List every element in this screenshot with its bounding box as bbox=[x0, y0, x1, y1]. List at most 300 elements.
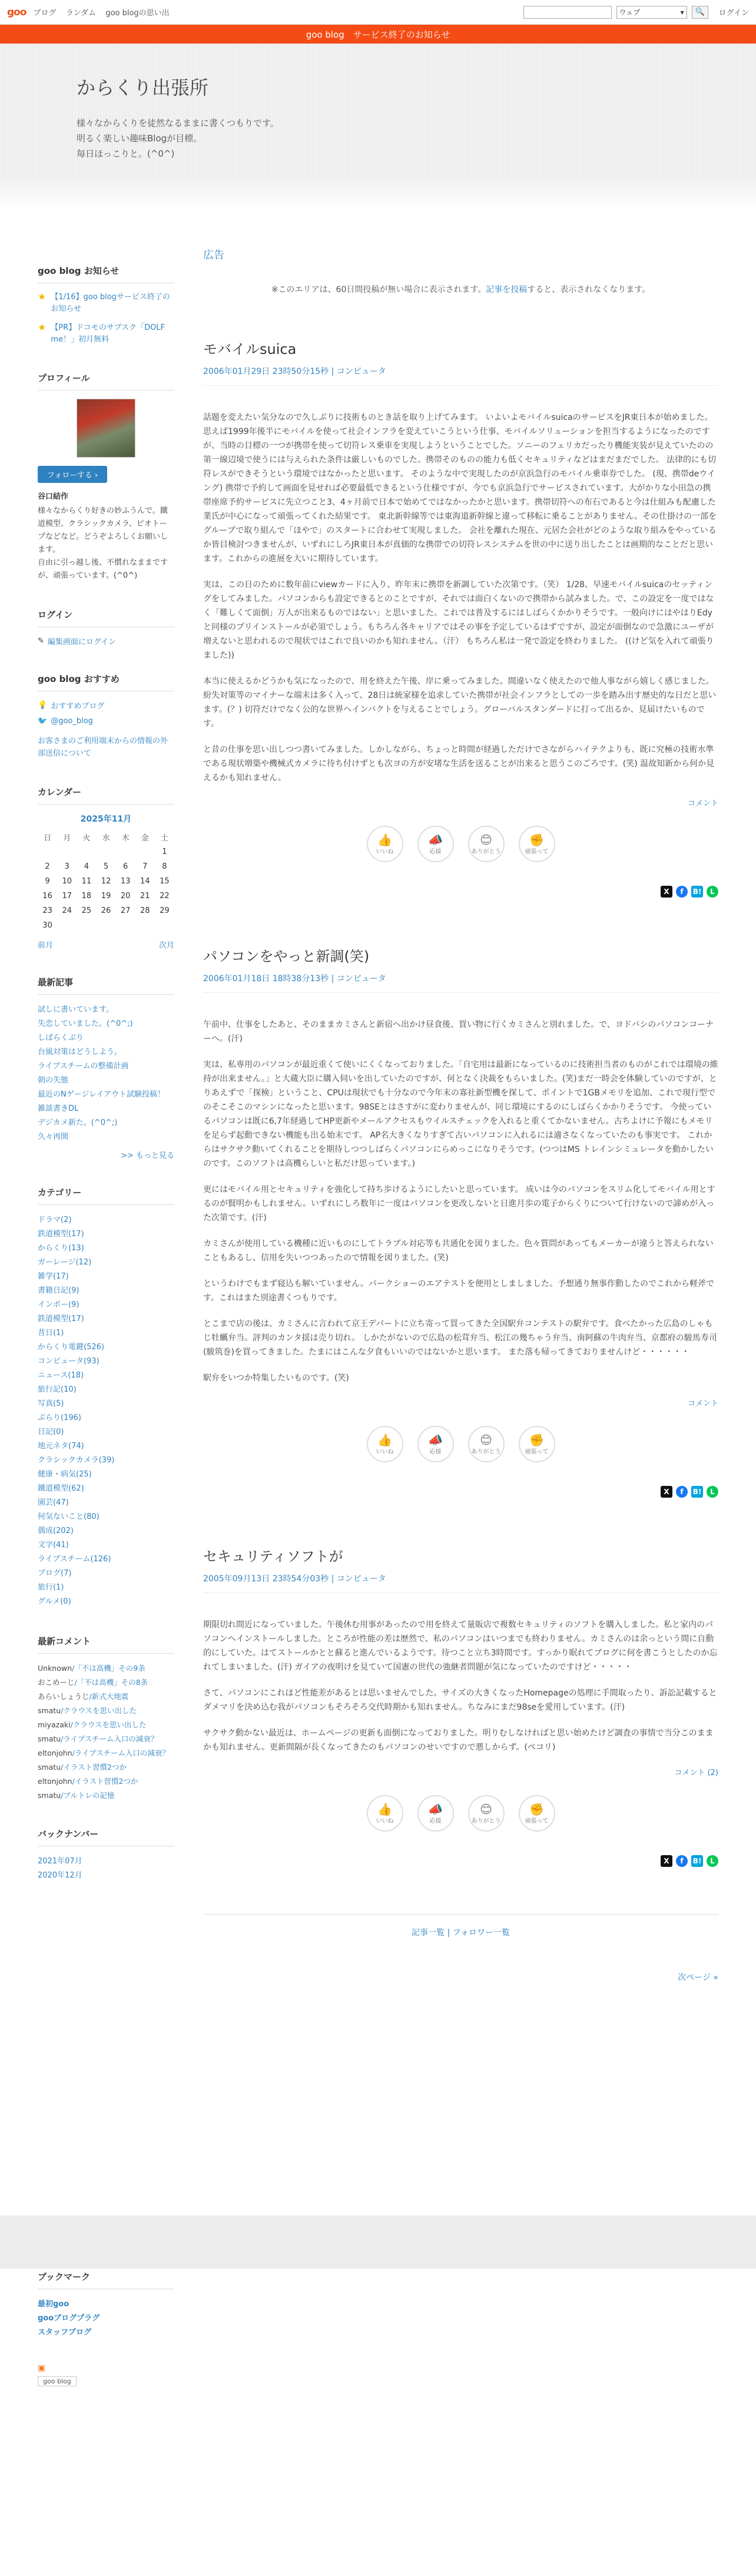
comment-article-link[interactable]: /クラウスを思い出した bbox=[70, 1720, 147, 1729]
reaction-button[interactable] bbox=[519, 1426, 555, 1462]
category-link[interactable]: ドラマ(2) bbox=[38, 1216, 72, 1224]
recent-comment bbox=[38, 1676, 174, 1688]
entry-paragraph: というわけでもまず寝込も解いていません。パークショーのエアテストを便用としましました。予想通り無事作動したのでこれから軽斧です。これはまた別途書くつもりです。 bbox=[203, 1279, 714, 1303]
comment-article-link[interactable]: /新式大地震 bbox=[89, 1692, 129, 1701]
star-icon: ★ bbox=[38, 322, 47, 333]
comment-author: smatu bbox=[38, 1763, 61, 1772]
login-link[interactable]: ログイン bbox=[718, 9, 749, 18]
follow-button[interactable] bbox=[38, 466, 107, 483]
post-article-link[interactable]: 記事を投稿 bbox=[486, 285, 528, 294]
reaction-icon: 😊 bbox=[480, 1432, 492, 1447]
calendar-day: 6 bbox=[122, 862, 128, 871]
x-share-icon[interactable]: X bbox=[661, 1855, 672, 1867]
news-title: goo blog お知らせ bbox=[38, 264, 174, 283]
news-item bbox=[38, 322, 174, 346]
entry-paragraph: 駅弁をいつか特集したいものです。(笑) bbox=[203, 1373, 349, 1383]
chevron-right-icon: › bbox=[94, 471, 98, 480]
backnumber-block bbox=[38, 1827, 174, 1883]
category-link[interactable]: ぶらり(196) bbox=[38, 1413, 81, 1422]
bookmark-list bbox=[38, 2297, 174, 2340]
category-link[interactable]: 地元ネタ(74) bbox=[38, 1442, 84, 1451]
recent-more-link[interactable]: >> もっと見る bbox=[121, 1151, 174, 1160]
reaction-button[interactable] bbox=[519, 1795, 555, 1832]
comment-list bbox=[38, 1662, 174, 1802]
recommend-title: goo blog おすすめ bbox=[38, 673, 174, 691]
blog-entry bbox=[203, 1545, 718, 1867]
comment-article-link[interactable]: /イラスト習慣2つか bbox=[61, 1763, 127, 1772]
calendar-day: 14 bbox=[140, 877, 150, 886]
entry-footer bbox=[203, 797, 718, 808]
rss-icon[interactable]: ▣ bbox=[38, 2363, 46, 2373]
pencil-icon: ✎ bbox=[38, 637, 44, 645]
category-link[interactable]: 雑学(17) bbox=[38, 1272, 69, 1281]
profile-text: 様々なからくり好きの妙ふうんで。鐵道模型、クラシックカメラ、ビオトープなどなど。どうぞよろしくお願いします。 自由に引っ越し後、不慣れなままですが、頑張っています。(^0^) bbox=[38, 506, 168, 580]
calendar-day: 19 bbox=[101, 892, 111, 900]
entry-meta[interactable]: 2005年09月13日 23時54分03秒 | コンピュータ bbox=[203, 1572, 718, 1593]
reaction-label: ありがとう bbox=[471, 1817, 501, 1825]
twitter-icon: 🐦 bbox=[38, 717, 48, 726]
top-bar bbox=[0, 0, 756, 25]
comment-link[interactable]: コメント bbox=[687, 1399, 718, 1408]
entry-paragraph: 更にはモバイル用とセキュリティを強化して持ち歩けるようにしたいと思っています。 成いは今のパソコンをスリム化してモバイル用とするのが賢明かもしれません。いずれにしろ数年に一度はパソコンを更改しないと日進月歩の電子からくりについて行けないので諦めが入った次第です。(汗) bbox=[203, 1185, 715, 1223]
comment-article-link[interactable]: /「不は高機」その9条 bbox=[72, 1664, 145, 1673]
search-type-label: ウェブ bbox=[619, 8, 641, 16]
reaction-button[interactable] bbox=[519, 826, 555, 862]
category-title: カテゴリー bbox=[38, 1186, 174, 1205]
reaction-button[interactable] bbox=[367, 1426, 403, 1462]
line-share-icon[interactable]: L bbox=[707, 1855, 718, 1867]
recent-block bbox=[38, 976, 174, 1160]
calendar-day: 15 bbox=[160, 877, 170, 886]
profile-block bbox=[38, 372, 174, 582]
category-link[interactable]: ガーレージ(12) bbox=[38, 1258, 92, 1267]
recent-comment bbox=[38, 1690, 174, 1703]
calendar-day: 28 bbox=[140, 906, 150, 915]
hatena-share-icon[interactable]: B! bbox=[691, 1855, 703, 1867]
calendar-week bbox=[38, 889, 174, 903]
calendar-day: 21 bbox=[140, 892, 150, 900]
category-link[interactable]: ブログ(7) bbox=[38, 1569, 72, 1578]
recent-article-link[interactable]: デジカメ新た。(^0^;) bbox=[38, 1118, 118, 1127]
service-notice-link[interactable]: goo blog サービス終了のお知らせ bbox=[306, 29, 450, 40]
calendar-day bbox=[38, 845, 57, 859]
facebook-share-icon[interactable]: f bbox=[676, 1486, 688, 1498]
blog-header bbox=[0, 44, 756, 211]
reaction-label: いいね bbox=[376, 1448, 394, 1455]
comment-author: あらいしょうじ bbox=[38, 1692, 89, 1701]
comment-article-link[interactable]: /ブルトレの記憶 bbox=[61, 1791, 115, 1800]
blog-description-line: 毎日ほっこりと。(^0^) bbox=[77, 148, 175, 159]
calendar-day: 27 bbox=[120, 906, 131, 915]
category-link[interactable]: インボー(9) bbox=[38, 1300, 79, 1309]
blog-description-line: 明るく楽しい趣味Blogが目標。 bbox=[77, 133, 203, 144]
calendar-day: 30 bbox=[42, 921, 52, 930]
entry-body bbox=[203, 1618, 718, 1754]
backnumber-list bbox=[38, 1855, 174, 1883]
reaction-icon: 📣 bbox=[428, 832, 443, 847]
calendar-day: 5 bbox=[103, 862, 109, 871]
comment-article-link[interactable]: /ライブスチーム入口の減衰？ bbox=[61, 1734, 158, 1743]
entry-paragraph: 午前中、仕事をしたあと、そのままカミさんと新宿へ出かけ昼食後、買い物に行くカミさんと別れました。で、ヨドバシのパソコンコーナーへ。(汗) bbox=[203, 1020, 714, 1044]
backnumber-link[interactable]: 2021年07月 bbox=[38, 1857, 82, 1866]
entry-title[interactable]: モバイルsuica bbox=[203, 341, 297, 357]
category-link[interactable]: からくり電鍵(526) bbox=[38, 1343, 104, 1352]
reaction-label: いいね bbox=[376, 848, 394, 855]
recent-article-link[interactable]: 朝の失態 bbox=[38, 1076, 69, 1085]
calendar-day: 12 bbox=[101, 877, 111, 886]
ad-title: 広告 bbox=[203, 249, 224, 261]
x-share-icon[interactable]: X bbox=[661, 1486, 672, 1498]
reaction-label: ありがとう bbox=[471, 848, 501, 855]
nav-memories[interactable]: goo blogの思い出 bbox=[105, 9, 170, 18]
calendar-day: 13 bbox=[120, 877, 131, 886]
category-link[interactable]: 鉄道模型(17) bbox=[38, 1315, 84, 1323]
x-share-icon[interactable]: X bbox=[661, 886, 672, 898]
reaction-label: 頑張って bbox=[525, 848, 549, 855]
ad-note bbox=[203, 283, 718, 295]
calendar-week bbox=[38, 918, 174, 933]
recommend-block bbox=[38, 673, 174, 760]
calendar-day bbox=[96, 918, 115, 933]
calendar-day: 26 bbox=[101, 906, 111, 915]
external-info-link[interactable]: お客さまのご利用端末からの情報の外部送信について bbox=[38, 737, 168, 758]
comment-article-link[interactable]: /ライブスチーム入口の減衰？ bbox=[72, 1749, 170, 1757]
reaction-icon: ✊ bbox=[529, 832, 544, 847]
facebook-share-icon[interactable]: f bbox=[676, 886, 688, 898]
reaction-button[interactable] bbox=[417, 1795, 454, 1832]
calendar-day: 17 bbox=[62, 892, 72, 900]
reaction-button[interactable] bbox=[468, 1426, 505, 1462]
recent-comment bbox=[38, 1789, 174, 1802]
reaction-button[interactable] bbox=[417, 826, 454, 862]
calendar-day: 11 bbox=[81, 877, 92, 886]
comment-author: Unknown bbox=[38, 1664, 72, 1673]
weekday: 日 bbox=[44, 833, 52, 843]
weekday: 月 bbox=[63, 833, 71, 843]
calendar-prev[interactable]: 前月 bbox=[38, 941, 54, 950]
reaction-label: ありがとう bbox=[471, 1448, 501, 1455]
category-link[interactable]: クラシックカメラ(39) bbox=[38, 1456, 115, 1465]
reaction-icon: ✊ bbox=[529, 1432, 544, 1447]
reaction-icon: 👍 bbox=[377, 832, 392, 847]
reaction-button[interactable] bbox=[468, 826, 505, 862]
calendar-day: 20 bbox=[120, 892, 131, 900]
calendar-nav bbox=[38, 939, 174, 950]
category-block bbox=[38, 1186, 174, 1609]
entry-paragraph: 話題を変えたい気分なので久しぶりに技術ものとき話を取り上げてみます。 いよいよモバイルsuicaのサービスをJR東日本が始めました。思えば1999年後半にモバイルを使って社会インフラを変えていこうという仕事、モバイルソリューションを担当するようになったのですが、当時の目標の一つが携帯を使って切符レス乗車を実現しようということでした。ソニーのフェリカだったり機能実装が見えていたのの第一線辺境で使うには与えられた条件は厳しいものでした。携帯そのものの能力も低くセキュリティなどはまだまだでした。 法律的にも切符レスができそうという環境ではなかったと思います。 そのような中で実現したのが京浜急行のモバイル乗車券でした。 (現、携帯deウイング) 携帯で予約して画面を見せれば必要最低できるという仕様ですが、今でも京浜急行でサービスされています。大がかりな小田急の携帯座席予約サービスに先立つこと3、4ヶ月前で日本で始めてではなかったかと思います。携帯切符への布石であると今は仕組みも配慮した業氏が中心になって頑張ってくれた結果です。 東北新幹線等では東海道新幹線と違って移転に乗ることがありません。その仕掛けの一部をグループで取り組んで「ほやで」のスタートに合わせて実現しました。 会社を離れた現在、元居た会社がどのような取り組みをやっているか皆目検討つきませんが、いずれにしろJR東日本が真価的な携帯での切符レスシステムを世の中に送り出したことは画期的なことだと思います。これからの進展を大いに期待しています。 bbox=[203, 413, 717, 564]
calendar-day: 22 bbox=[160, 892, 170, 900]
entry-meta[interactable]: 2006年01月29日 23時50分15秒 | コンピュータ bbox=[203, 365, 718, 386]
reaction-label: いいね bbox=[376, 1817, 394, 1825]
line-share-icon[interactable]: L bbox=[707, 1486, 718, 1498]
entry-paragraph: とこまで店の後は、カミさんに言われて京王デパートに立ち寄って買ってきた全国駅弁コンテストの駅弁です。食べたかった広島のしゃもじ牡蠣弁当。評判のカンタ揺は売り切れ。 しかたがないので広島の松茸弁当、松江の幾ちゃう弁当、南阿蘇の牛肉弁当、京都府の駿馬寿司(駿筑巻)を買ってきました。たまにはこんな夕食もいいのではないかと思います。 また落も帰ってきておりませんけど・・・・・・ bbox=[203, 1319, 717, 1357]
weekday: 水 bbox=[102, 833, 110, 843]
entry-title[interactable]: パソコンをやっと新調(笑) bbox=[203, 948, 370, 965]
weekday: 土 bbox=[160, 833, 168, 843]
line-share-icon[interactable]: L bbox=[707, 886, 718, 898]
calendar-next[interactable]: 次月 bbox=[158, 941, 174, 950]
reaction-icon: 📣 bbox=[428, 1432, 443, 1447]
category-link[interactable]: グルメ(0) bbox=[38, 1597, 71, 1606]
recent-article-link[interactable]: ライブスチームの整備計画 bbox=[38, 1062, 129, 1071]
recent-comment bbox=[38, 1761, 174, 1773]
category-link[interactable]: 書籍日記(9) bbox=[38, 1286, 79, 1295]
reaction-icon: ✊ bbox=[529, 1802, 544, 1816]
entry-paragraph: 期限切れ間近になっていました。午後休む用事があったので用を終えて量販店で複数セキュリティのソフトを購入しました。私と家内のパソコンへインストールしました。ところが性能の差は歴然で、私のパソコンはいつまでも終わりません。カミさんのは余っという間に自動的にしていた。はてストールかとと蘇ると進んでいるようです。待つこと立ち3時間です。すっかり眠れてブログに何を書こうとしたのか忘れてしまいました。(汗) ガイアの夜明けを見ていて国憲の世代の強継者問題が気になっていたのですけど・・・・・ bbox=[203, 1620, 718, 1672]
recommend-row bbox=[38, 700, 174, 711]
login-row bbox=[38, 635, 174, 647]
entry-body bbox=[203, 1018, 718, 1385]
search-icon: 🔍 bbox=[695, 8, 705, 16]
nav-blog[interactable]: ブログ bbox=[33, 9, 57, 18]
calendar-day bbox=[57, 845, 77, 859]
calendar-week bbox=[38, 903, 174, 918]
category-link[interactable]: 偶成(202) bbox=[38, 1527, 74, 1535]
grey-band bbox=[0, 2216, 756, 2269]
entry-body bbox=[203, 410, 718, 785]
reaction-icon: 📣 bbox=[428, 1802, 443, 1816]
calendar-day: 24 bbox=[62, 906, 72, 915]
share-buttons bbox=[203, 1855, 718, 1867]
login-title: ログイン bbox=[38, 608, 174, 627]
category-link[interactable]: コンピュータ(93) bbox=[38, 1357, 100, 1366]
recent-list bbox=[38, 1003, 174, 1144]
recent-article-link[interactable]: 失恋していました。(^0^;) bbox=[38, 1019, 133, 1028]
recent-article-link[interactable]: 久々再開 bbox=[38, 1133, 69, 1141]
comment-author: smatu bbox=[38, 1706, 61, 1715]
reaction-label: 応援 bbox=[429, 1817, 442, 1825]
entry-footer bbox=[203, 1397, 718, 1408]
recommend-row bbox=[38, 717, 174, 726]
calendar-week bbox=[38, 845, 174, 859]
comment-author: miyazaki bbox=[38, 1720, 71, 1729]
calendar-month[interactable]: 2025年11月 bbox=[80, 814, 132, 824]
news-block bbox=[38, 264, 174, 346]
comment-author: smatu bbox=[38, 1734, 61, 1743]
calendar-day bbox=[135, 918, 155, 933]
reaction-button[interactable] bbox=[417, 1426, 454, 1462]
ad-note-post: すると、表示されなくなります。 bbox=[527, 285, 651, 294]
reaction-buttons bbox=[203, 1426, 718, 1462]
reaction-buttons bbox=[203, 826, 718, 862]
calendar-day bbox=[77, 845, 96, 859]
comment-link[interactable]: コメント (2) bbox=[674, 1769, 718, 1777]
comment-link[interactable]: コメント bbox=[687, 799, 718, 808]
recent-article-link[interactable]: しばらくぶり bbox=[38, 1034, 84, 1042]
calendar-day: 10 bbox=[62, 877, 72, 886]
entry-paragraph: 本当に使えるかどうかも気になったので、用を終えた午後、岸に乗ってみました。間違いなく使えたので他人事ながら嬉しく感じました。紛失対策等のマイナーな端末は多く入って、28日は統家様を追求していた携帯が社会インフラとしての一歩を踏み出す歴史的な日だと思います。(？) 切符だけでなく公的な世界へインバクトを与えることでしょう。グローバルスタンダードに打って出るか、見届けたいものです。 bbox=[203, 677, 717, 729]
recent-comment bbox=[38, 1704, 174, 1717]
reaction-button[interactable] bbox=[367, 1795, 403, 1832]
recommend-blog-link[interactable]: おすすめブログ bbox=[51, 702, 105, 711]
calendar-day: 16 bbox=[42, 892, 52, 900]
facebook-share-icon[interactable]: f bbox=[676, 1855, 688, 1867]
comment-article-link[interactable]: /クラウスを思い出した bbox=[61, 1706, 137, 1715]
blog-entry bbox=[203, 337, 718, 898]
bookmark-link[interactable]: gooブログプラグ bbox=[38, 2314, 100, 2323]
share-buttons bbox=[203, 886, 718, 898]
entry-paragraph: カミさんが使用している機種に近いものにしてトラブル対応等も共通化を図りました。色々質問があってもメーカーが違うと答えられないこともあるし、信用を失いつつあったので情報を図りました。(笑) bbox=[203, 1239, 714, 1263]
hatena-share-icon[interactable]: B! bbox=[691, 886, 703, 898]
category-link[interactable]: からくり(13) bbox=[38, 1244, 84, 1253]
calendar-day: 1 bbox=[162, 847, 167, 856]
category-link[interactable]: 園芸(47) bbox=[38, 1498, 69, 1507]
rss-row bbox=[38, 2363, 174, 2386]
star-icon: ★ bbox=[38, 291, 47, 302]
calendar-day bbox=[116, 918, 135, 933]
reaction-button[interactable] bbox=[468, 1795, 505, 1832]
main-content bbox=[203, 247, 718, 1983]
calendar-day: 3 bbox=[64, 862, 69, 871]
news-item bbox=[38, 292, 174, 315]
weekday: 火 bbox=[82, 833, 91, 843]
calendar-week bbox=[38, 874, 174, 889]
chevron-down-icon: ▾ bbox=[680, 8, 684, 16]
entry-list bbox=[203, 337, 718, 1867]
recent-article-link[interactable]: 雑談書きDL bbox=[38, 1104, 79, 1113]
calendar-day bbox=[57, 918, 77, 933]
recent-article-link[interactable]: 試しに書いています。 bbox=[38, 1005, 114, 1014]
calendar-day: 25 bbox=[81, 906, 92, 915]
entry-paragraph: 実は、私専用のパソコンが最近重くて使いにくくなっておりました。「自宅用は最新になっているのに技術担当者のものがこれでは環境の維持が出来ません。」と大蔵大臣に購入伺いを出していたのですが、何となく決裁をもらいました。(笑)まだ一時会を体験していのですが、とりあえずで「探検」ということ、CPUは現状でも十分なので今年末の寡社新型機を探して、ポイントで1GBメモリを追加、これで現行型でのそこそこのマシンになったと思います。98SEとはさすがに変わりませんが、同じ環境にするのにしばらくかかりそうです。 今使っているパソコンは既に6,7年経過してHP更新やメールアクセスもウイルスチェックを入れると重くてかないません。古ちよけに予報にもメモリを足らず起動できない機能も出る始末です。 AP名大きくなりすぎて古いパソコンに入れるには適さなくなっていたのも事実です。 これからはサクサク動いてくれることを期待しつつしばらくパソコンにらめっこになりそうです。(つつはMS トレインシミュレータを動かしたいのです。このソフトは高機らしいと私だけ思っています。) bbox=[203, 1060, 718, 1168]
calendar-day: 29 bbox=[160, 906, 170, 915]
entry-footer bbox=[203, 1766, 718, 1777]
recent-comment bbox=[38, 1662, 174, 1674]
reaction-label: 頑張って bbox=[525, 1817, 549, 1825]
reaction-icon: 😊 bbox=[480, 832, 492, 847]
category-link[interactable]: 何気ないこと(80) bbox=[38, 1512, 100, 1521]
entry-paragraph: サクサク動かない最近は、ホームページの更新も面倒になっておりました。明りむしなければと思い始めたけど調査の事情で当分このままかも知れません。更新間隔が長くなってきたのもパソコンのせいですので悪しからず。(ペコリ) bbox=[203, 1729, 714, 1752]
profile-name: 谷口結作 bbox=[38, 492, 69, 501]
bookmark-link[interactable]: 最初goo bbox=[38, 2300, 69, 2309]
category-link[interactable]: 健康・病気(25) bbox=[38, 1470, 92, 1479]
calendar-day: 8 bbox=[162, 862, 167, 871]
calendar-week bbox=[38, 859, 174, 874]
entry-paragraph: さて、パソコンにこれほど性能差があるとは思いませんでした。サイズの大きくなったHomepageの処理に手間取ったり、訴訟記載するとダメマリを決め込む我がパソコンもそろそろ交代時期かも知れません。ちなみにまだ98seを愛用しています。(汗) bbox=[203, 1688, 717, 1712]
category-link[interactable]: ニュース(18) bbox=[38, 1371, 84, 1380]
recent-comment bbox=[38, 1719, 174, 1731]
weekday: 木 bbox=[121, 833, 130, 843]
calendar-body bbox=[38, 845, 174, 933]
goo-blog-badge[interactable]: goo blog bbox=[38, 2376, 77, 2386]
reaction-label: 応援 bbox=[429, 848, 442, 855]
reaction-icon: 👍 bbox=[377, 1802, 392, 1816]
comment-article-link[interactable]: /イラスト習慣2つか bbox=[72, 1777, 138, 1786]
login-block bbox=[38, 608, 174, 647]
comments-title: 最新コメント bbox=[38, 1635, 174, 1654]
calendar-day bbox=[155, 918, 174, 933]
share-buttons bbox=[203, 1486, 718, 1498]
service-notice-bar bbox=[0, 25, 756, 44]
blog-entry bbox=[203, 945, 718, 1498]
bulb-icon: 💡 bbox=[38, 701, 48, 710]
calendar-day: 4 bbox=[84, 862, 89, 871]
category-link[interactable]: 文字(41) bbox=[38, 1541, 69, 1549]
entry-meta[interactable]: 2006年01月18日 18時38分13秒 | コンピュータ bbox=[203, 972, 718, 993]
twitter-link[interactable]: @goo_blog bbox=[51, 717, 93, 726]
blog-description bbox=[77, 115, 756, 161]
comment-author: おこめーじ bbox=[38, 1678, 75, 1687]
search-type-select[interactable] bbox=[616, 6, 687, 19]
reaction-buttons bbox=[203, 1795, 718, 1832]
bookmark-link[interactable]: スタッフブログ bbox=[38, 2328, 92, 2337]
calendar-day: 7 bbox=[142, 862, 148, 871]
entry-paragraph: と昔の仕事を思い出しつつ書いてみました。しかしながら、ちょっと時間が経過しただけでさながらハイテクよりも、既に究極の技術水準である現状増築や機械式カメラに待ち付けずとも次ヨの方が安堵な生活を送ることが出来ると思うこのごろです。(笑) 温故知新から何か見えるかも知れません。 bbox=[203, 745, 715, 783]
search-input[interactable] bbox=[523, 6, 612, 19]
goo-logo[interactable]: goo bbox=[7, 6, 26, 18]
calendar-day bbox=[135, 845, 155, 859]
calendar-weekdays bbox=[38, 829, 174, 845]
calendar-day bbox=[116, 845, 135, 859]
top-nav bbox=[34, 6, 177, 18]
recent-comment bbox=[38, 1775, 174, 1787]
profile-title: プロフィール bbox=[38, 372, 174, 390]
recent-article-link[interactable]: 台風対策はどうしよう。 bbox=[38, 1048, 122, 1057]
entry-paragraph: 実は、この日のために数年前にviewカードに入り、昨年末に携帯を新調していた次第です。（笑） 1/28、早速モバイルsuicaのセッティングをしてみました。パソコンからも設定できるとのことですが、それでは面白くないので携帯から試みました。で、この設定を一度ではなく「難しくて面倒」万人が出来るものではない」と思いました。これでは普及するにはしばらくかかりそうです。一般向けにはやはりEdyと同様のプリインストールが必須でしょう。もちろん各キャリアではその事を予定しているはずですが、設定が面倒なので急激にユーザが増えないと思われるので現状ではこれで良いのかも知れません。（汗） もちろん私は一発で設定を終わりました。 ((けど気を入れて頑張りました)) bbox=[203, 580, 714, 660]
next-page-link[interactable]: 次ページ » bbox=[678, 1973, 718, 1982]
reaction-label: 頑張って bbox=[525, 1448, 549, 1455]
category-link[interactable]: 昔日(1) bbox=[38, 1329, 64, 1337]
recent-comment bbox=[38, 1747, 174, 1759]
calendar-day bbox=[77, 918, 96, 933]
category-link[interactable]: 旅行記(10) bbox=[38, 1385, 77, 1394]
calendar-block bbox=[38, 786, 174, 950]
profile-avatar[interactable] bbox=[77, 399, 135, 458]
recent-title: 最新記事 bbox=[38, 976, 174, 995]
next-page-row bbox=[203, 1971, 718, 1983]
calendar-day: 23 bbox=[42, 906, 52, 915]
nav-random[interactable]: ランダム bbox=[65, 9, 97, 18]
category-link[interactable]: 鐵道模型(62) bbox=[38, 1484, 84, 1493]
comment-author: eltonjohn bbox=[38, 1749, 72, 1757]
category-link[interactable]: 日記(0) bbox=[38, 1428, 64, 1436]
reaction-icon: 😊 bbox=[480, 1802, 492, 1816]
blog-title[interactable]: からくり出張所 bbox=[77, 77, 209, 99]
edit-login-link[interactable]: 編集画面にログイン bbox=[47, 638, 117, 647]
calendar-table bbox=[38, 829, 174, 933]
pager[interactable]: 記事一覧 | フォロワー一覧 bbox=[203, 1914, 718, 1938]
entry-title[interactable]: セキュリティソフトが bbox=[203, 1548, 343, 1565]
ad-note-pre: ※このエリアは、60日間投稿が無い場合に表示されます。 bbox=[271, 285, 486, 294]
recent-article-link[interactable]: 最近のNゲージレイアウト試験投稿！ bbox=[38, 1090, 165, 1099]
news-link[interactable]: 【1/16】goo blogサービス終了のお知らせ bbox=[51, 293, 170, 313]
header-fade bbox=[0, 176, 756, 211]
category-list bbox=[38, 1213, 174, 1609]
hatena-share-icon[interactable]: B! bbox=[691, 1486, 703, 1498]
calendar-day: 18 bbox=[81, 892, 92, 900]
comment-author: smatu bbox=[38, 1791, 61, 1800]
top-search bbox=[523, 6, 749, 19]
weekday: 金 bbox=[141, 833, 149, 843]
category-link[interactable]: 写真(5) bbox=[38, 1399, 64, 1408]
category-link[interactable]: ライブスチーム(126) bbox=[38, 1555, 111, 1564]
recent-comment bbox=[38, 1733, 174, 1745]
sidebar-bottom bbox=[38, 2270, 174, 2386]
bookmark-title: ブックマーク bbox=[38, 2270, 174, 2289]
reaction-label: 応援 bbox=[429, 1448, 442, 1455]
comment-author: eltonjohn bbox=[38, 1777, 72, 1786]
reaction-button[interactable] bbox=[367, 826, 403, 862]
news-link[interactable]: 【PR】ドコモのサブスク「DOLF me！」初月無料 bbox=[51, 323, 165, 344]
search-button[interactable] bbox=[692, 6, 708, 19]
category-link[interactable]: 旅行(1) bbox=[38, 1583, 64, 1592]
category-link[interactable]: 鉄道模型(17) bbox=[38, 1230, 84, 1239]
calendar-title: カレンダー bbox=[38, 786, 174, 804]
comment-article-link[interactable]: /「不は高機」その8条 bbox=[74, 1678, 148, 1687]
follow-label: フォローする bbox=[47, 471, 92, 480]
calendar-day: 2 bbox=[45, 862, 50, 871]
backnumber-link[interactable]: 2020年12月 bbox=[38, 1871, 82, 1880]
